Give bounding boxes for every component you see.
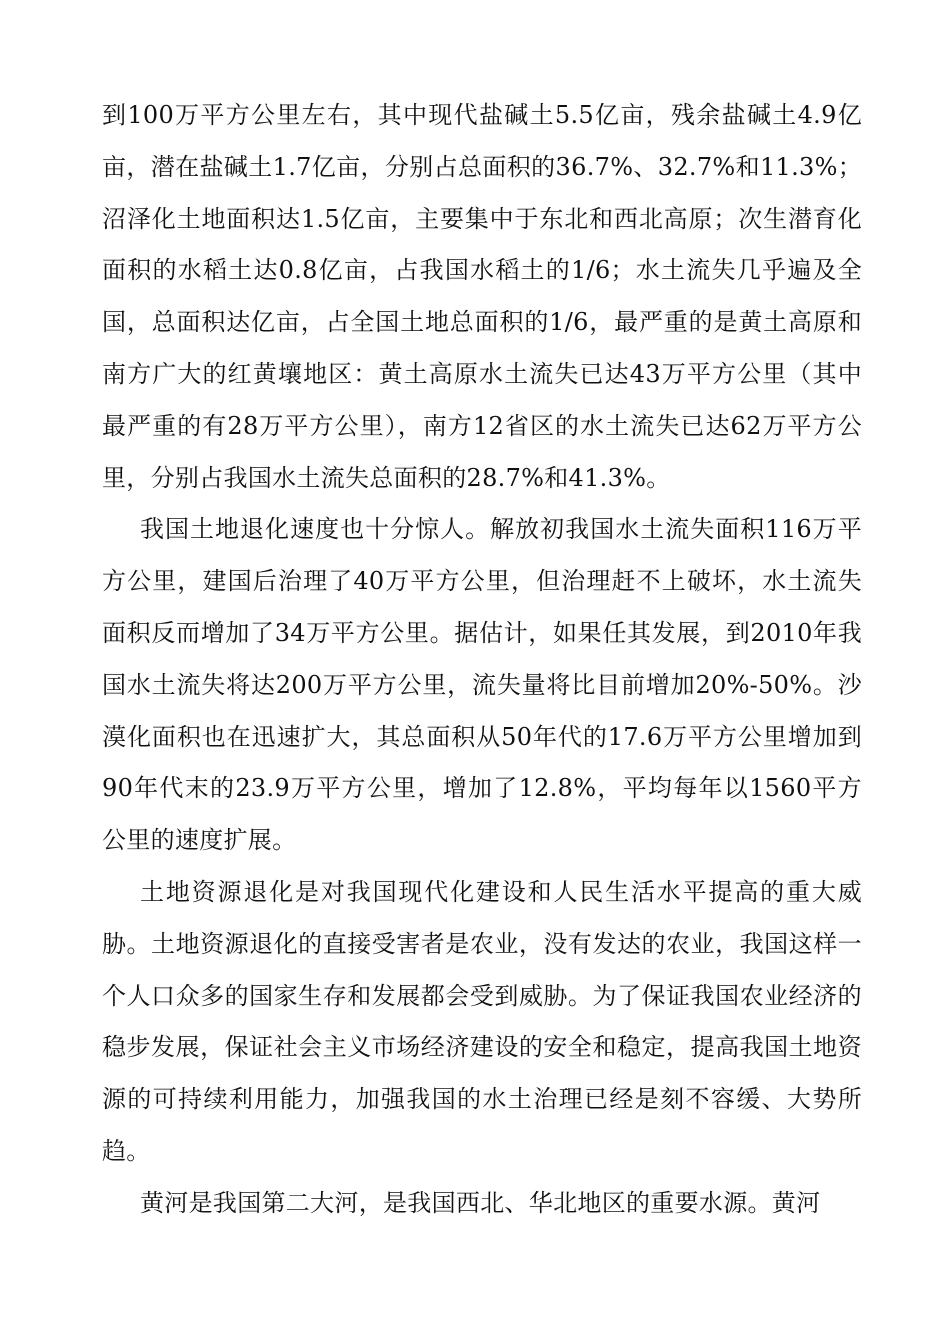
paragraph-4: 黄河是我国第二大河，是我国西北、华北地区的重要水源。黄河 — [140, 1188, 821, 1217]
paragraph-3: 土地资源退化是对我国现代化建设和人民生活水平提高的重大威胁。土地资源退化的直接受害者是农业，没有发达的农业，我国这样一个人口众多的国家生存和发展都会受到威胁。为了保证我国农业经济的稳步发展，保证社会主义市场经济建设的安全和稳定，提高我国土地资源的可持续利用能力，加强我国的水土治理已经是刻不容缓、大势所趋。 — [102, 877, 862, 1165]
paragraph-2: 我国土地退化速度也十分惊人。解放初我国水土流失面积116万平方公里，建国后治理了40万平方公里，但治理赶不上破坏，水土流失面积反而增加了34万平方公里。据估计，如果任其发展，到2010年我国水土流失将达200万平方公里，流失量将比目前增加20%-50%。沙漠化面积也在迅速扩大，其总面积从50年代的17.6万平方公里增加到90年代末的23.9万平方公里，增加了12.8%，平均每年以1560平方公里的速度扩展。 — [102, 515, 862, 855]
paragraph-1: 到100万平方公里左右，其中现代盐碱土5.5亿亩，残余盐碱土4.9亿亩，潜在盐碱土1.7亿亩，分别占总面积的36.7%、32.7%和11.3%；沼泽化土地面积达1.5亿亩，主要集中于东北和西北高原；次生潜育化面积的水稻土达0.8亿亩，占我国水稻土的1/6；水土流失几乎遍及全国，总面积达亿亩，占全国土地总面积的1/6，最严重的是黄土高原和南方广大的红黄壤地区：黄土高原水土流失已达43万平方公里（其中最严重的有28万平方公里），南方12省区的水土流失已达62万平方公里，分别占我国水土流失总面积的28.7%和41.3%。 — [102, 101, 862, 492]
document-body — [102, 90, 862, 1230]
